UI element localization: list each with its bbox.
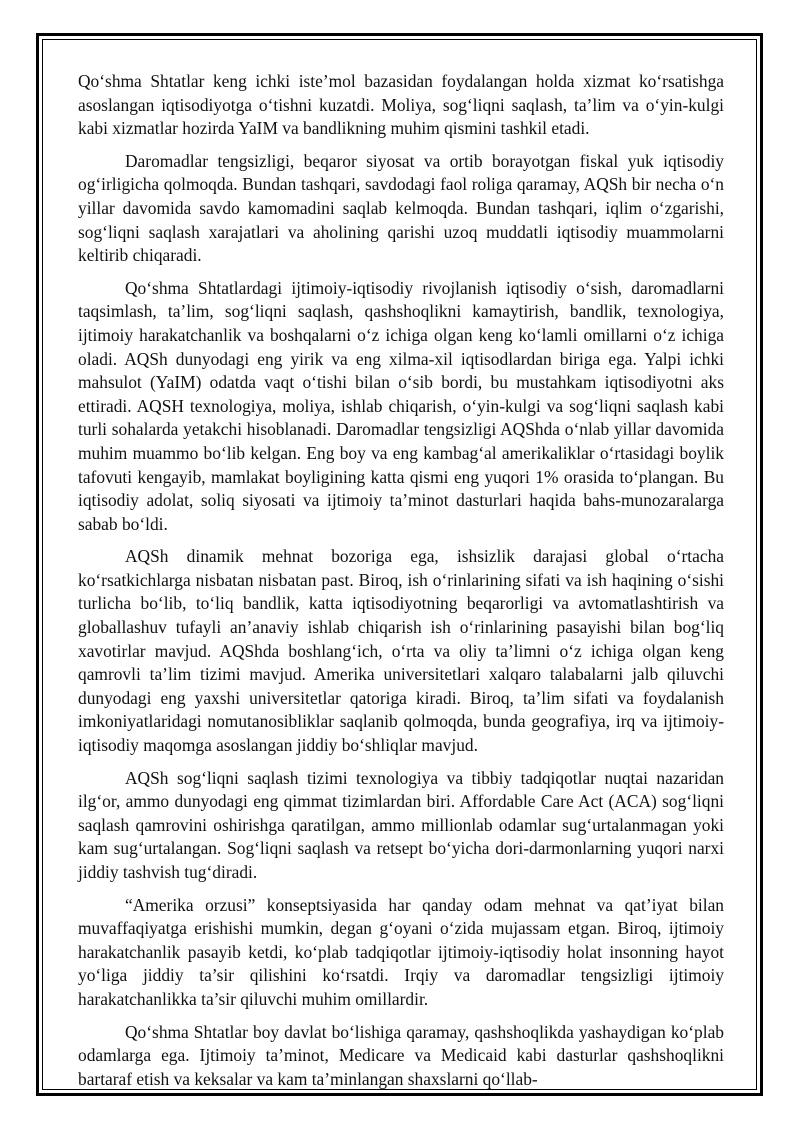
paragraph-7: Qo‘shma Shtatlar boy davlat bo‘lishiga qaramay, qashshoqlikda yashaydigan ko‘plab odamlarga ega. Ijtimoiy ta’minot, Medicare va Medicaid kabi dasturlar qashshoqlikni bartaraf etish va keksalar va kam ta’minlangan shaxslarni qo‘llab- xyxy=(78,1021,724,1089)
paragraph-1: Qo‘shma Shtatlar keng ichki iste’mol bazasidan foydalangan holda xizmat ko‘rsatishga asoslangan iqtisodiyotga o‘tishni kuzatdi. Moliya, sog‘liqni saqlash, ta’lim va o‘yin-kulgi kabi xizmatlar hozirda YaIM va bandlikning muhim qismini tashkil etadi. xyxy=(78,71,724,139)
paragraph-4: AQSh dinamik mehnat bozoriga ega, ishsizlik darajasi global o‘rtacha ko‘rsatkichlarga nisbatan nisbatan past. Biroq, ish o‘rinlarining sifati va ish haqining o‘sishi turlicha bo‘lib, to‘liq bandlik, katta iqtisodiyotning beqarorligi va avtomatlashtirish va globallashuv tufayli an’anaviy ishlab chiqarish ish o‘rinlarining pasayishi bilan bog‘liq xavotirlar mavjud. AQShda boshlang‘ich, o‘rta va oliy ta’limni o‘z ichiga olgan keng qamrovli ta’lim tizimi mavjud. Amerika universitetlari xalqaro talabalarni jalb qiluvchi dunyodagi eng yaxshi universitetlar qatoriga kiradi. Biroq, ta’lim sifati va foydalanish imkoniyatlaridagi nomutanosibliklar saqlanib qolmoqda, bunda geografiya, irq va ijtimoiy-iqtisodiy maqomga asoslangan jiddiy bo‘shliqlar mavjud. xyxy=(78,546,724,756)
document-body xyxy=(78,70,724,1100)
paragraph-6: “Amerika orzusi” konseptsiyasida har qanday odam mehnat va qat’iyat bilan muvaffaqiyatga erishishi mumkin, degan g‘oyani o‘zida mujassam etgan. Biroq, ijtimoiy harakatchanlik pasayib ketdi, ko‘plab tadqiqotlar ijtimoiy-iqtisodiy holat insonning hayot yo‘liga jiddiy ta’sir qilishini ko‘rsatdi. Irqiy va daromadlar tengsizligi ijtimoiy harakatchanlikka ta’sir qiluvchi muhim omillardir. xyxy=(78,894,724,1009)
paragraph-3: Qo‘shma Shtatlardagi ijtimoiy-iqtisodiy rivojlanish iqtisodiy o‘sish, daromadlarni taqsimlash, ta’lim, sog‘liqni saqlash, qashshoqlikni kamaytirish, bandlik, texnologiya, ijtimoiy harakatchanlik va boshqalarni o‘z ichiga olgan keng ko‘lamli omillarni o‘z ichiga oladi. AQSh dunyodagi eng yirik va eng xilma-xil iqtisodlardan biriga ega. Yalpi ichki mahsulot (YaIM) odatda vaqt o‘tishi bilan o‘sib bordi, bu mustahkam iqtisodiyotni aks ettiradi. AQSH texnologiya, moliya, ishlab chiqarish, o‘yin-kulgi va sog‘liqni saqlash kabi turli sohalarda yetakchi hisoblanadi. Daromadlar tengsizligi AQShda o‘nlab yillar davomida muhim muammo bo‘lib kelgan. Eng boy va eng kambag‘al amerikaliklar o‘rtasidagi boylik tafovuti kengayib, mamlakat boyligining katta qismi eng yuqori 1% orasida to‘plangan. Bu iqtisodiy adolat, soliq siyosati va ijtimoiy ta’minot dasturlari haqida bahs-munozaralarga sabab bo‘ldi. xyxy=(78,277,724,534)
paragraph-2: Daromadlar tengsizligi, beqaror siyosat va ortib borayotgan fiskal yuk iqtisodiy og‘irligicha qolmoqda. Bundan tashqari, savdodagi faol roliga qaramay, AQSh bir necha o‘n yillar davomida savdo kamomadini saqlab kelmoqda. Bundan tashqari, iqlim o‘zgarishi, sog‘liqni saqlash xarajatlari va aholining qarishi uzoq muddatli iqtisodiy muammolarni keltirib chiqaradi. xyxy=(78,150,724,266)
paragraph-5: AQSh sog‘liqni saqlash tizimi texnologiya va tibbiy tadqiqotlar nuqtai nazaridan ilg‘or, ammo dunyodagi eng qimmat tizimlardan biri. Affordable Care Act (ACA) sog‘liqni saqlash qamrovini oshirishga qaratilgan, ammo millionlab odamlar sug‘urtalanmagan yoki kam sug‘urtalangan. Sog‘liqni saqlash va retsept bo‘yicha dori-darmonlarning yuqori narxi jiddiy tashvish tug‘diradi. xyxy=(78,767,724,882)
